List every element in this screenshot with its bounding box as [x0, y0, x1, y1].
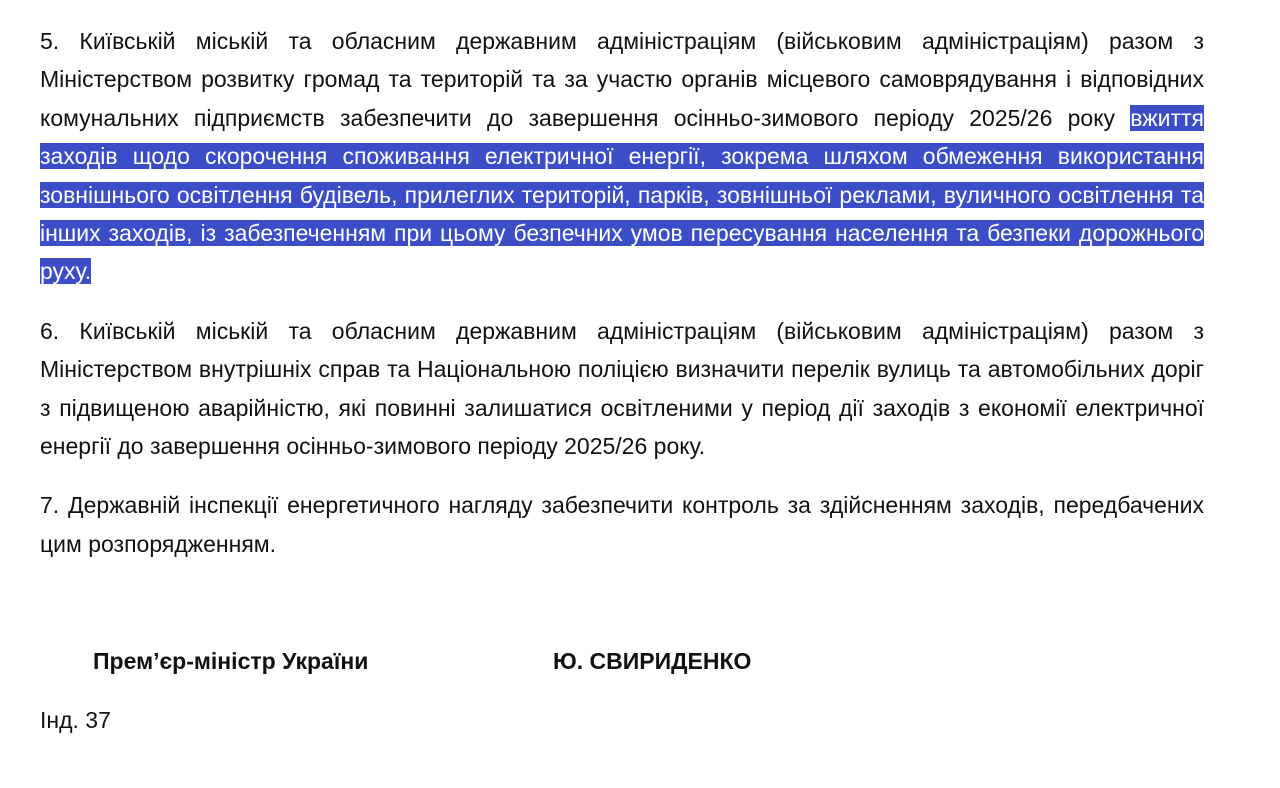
paragraph-7[interactable]: 7. Державній інспекції енергетичного нагляду забезпечити контроль за здійсненням заходів, передбачених цим розпорядженням.: [40, 492, 1204, 557]
paragraph-5-text: 5. Київській міській та обласним державним адміністраціям (військовим адміністраціям) разом з Міністерством розвитку громад та територій та за участю органів місцевого самоврядування і відповідних комунальних підприємств забезпечити до завершення осінньо-зимового періоду 2025/26 року: [40, 28, 1204, 131]
selected-text[interactable]: вжиття заходів щодо скорочення споживання електричної енергії, зокрема шляхом обмеження використання зовнішнього освітлення будівель, прилеглих територій, парків, зовнішньої реклами, вуличного освітлення та інших заходів, із забезпеченням при цьому безпечних умов пересування населення та безпеки дорожнього руху.: [40, 104, 1204, 285]
paragraph-5[interactable]: [40, 22, 1204, 291]
document-index: Інд. 37: [40, 707, 111, 733]
document-body: [40, 22, 1204, 584]
signature-block: [0, 648, 1280, 680]
signatory-name: Ю. СВИРИДЕНКО: [553, 648, 752, 674]
paragraph-6[interactable]: 6. Київській міській та обласним державним адміністраціям (військовим адміністраціям) разом з Міністерством внутрішніх справ та Національною поліцією визначити перелік вулиць та автомобільних доріг з підвищеною аварійністю, які повинні залишатися освітленими у період дії заходів з економії електричної енергії до завершення осінньо-зимового періоду 2025/26 року.: [40, 317, 1204, 460]
signatory-title: Прем’єр-міністр України: [93, 648, 369, 674]
